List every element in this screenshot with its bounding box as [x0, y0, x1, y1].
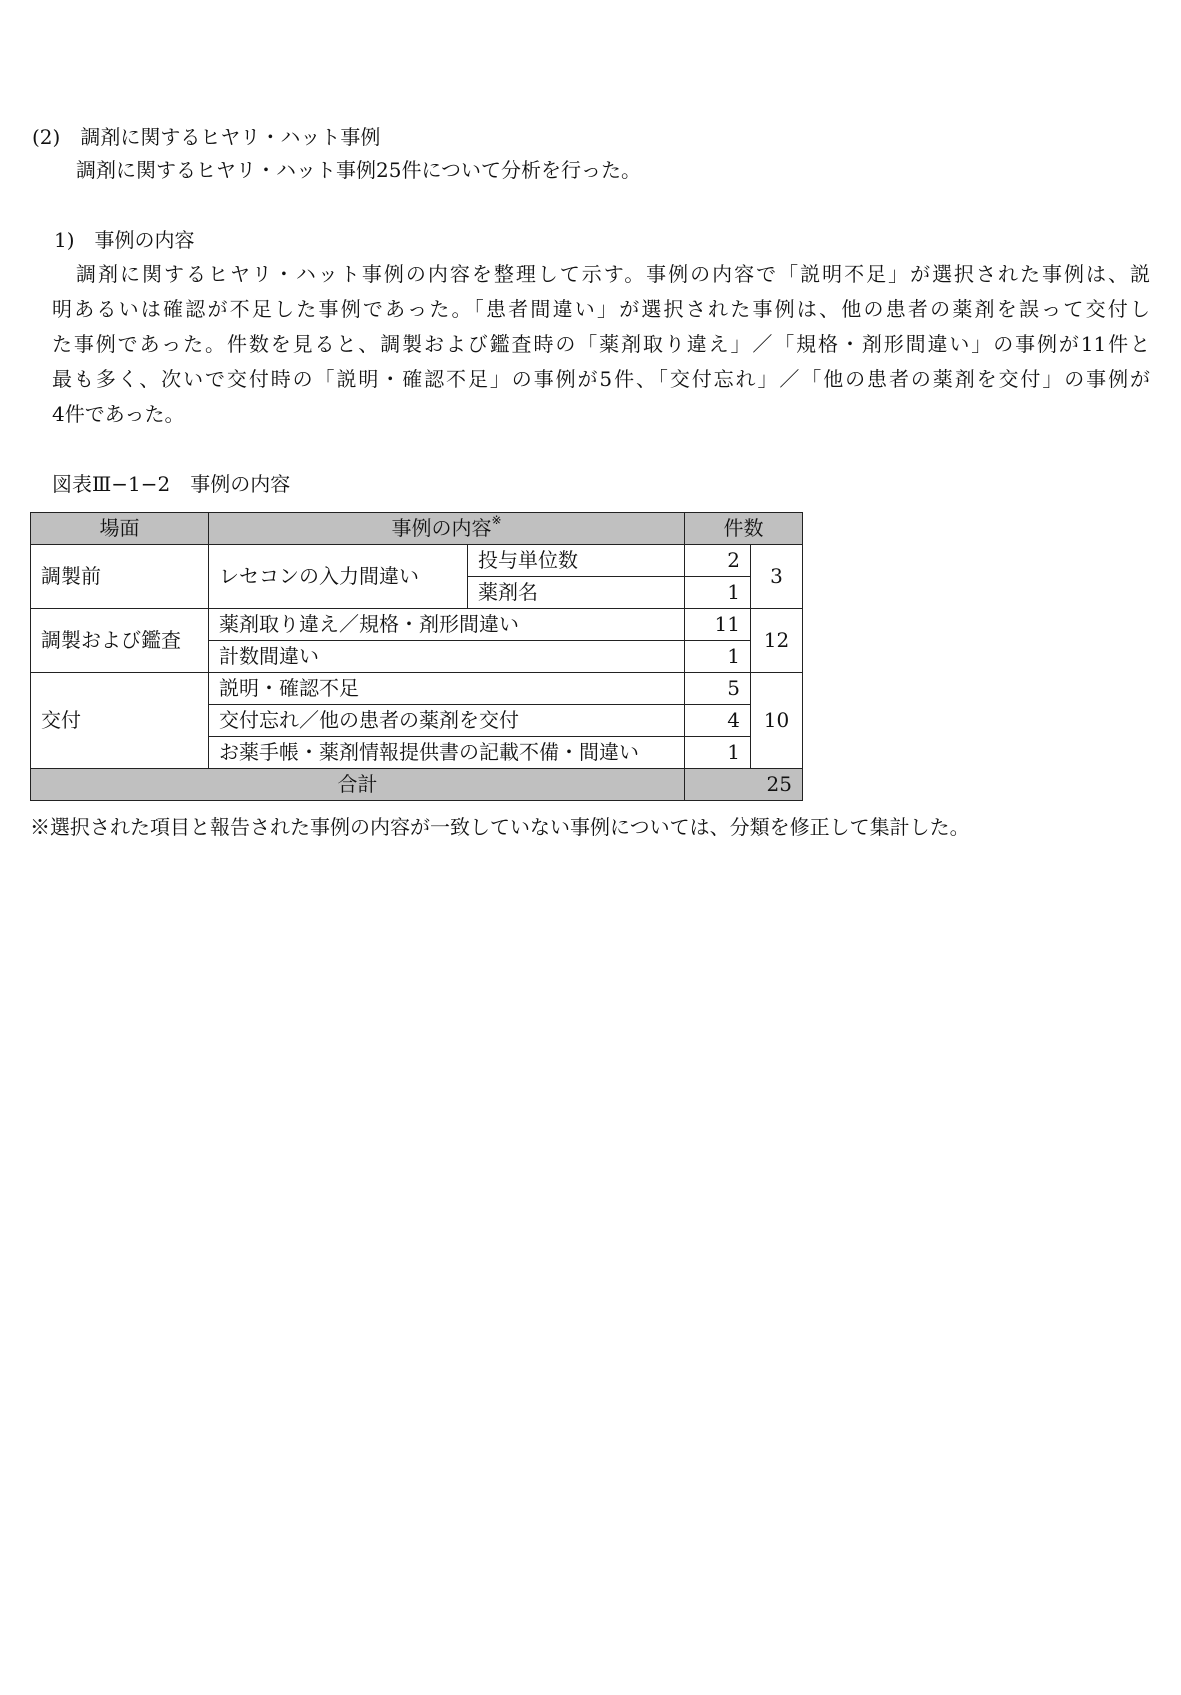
scene-cell: 調製および鑑査 [31, 609, 209, 673]
count-cell: 11 [685, 609, 751, 641]
count-cell: 4 [685, 705, 751, 737]
table-footnote: ※選択された項目と報告された事例の内容が一致していない事例については、分類を修正して集計した。 [30, 815, 970, 839]
section-intro: 調剤に関するヒヤリ・ハット事例25件について分析を行った。 [76, 158, 642, 182]
section-heading: (2) 調剤に関するヒヤリ・ハット事例 [32, 125, 381, 149]
total-label: 合計 [31, 769, 685, 801]
paragraph-line: 調剤に関するヒヤリ・ハット事例の内容を整理して示す。事例の内容で「説明不足」が選択された事例は、説 [76, 262, 1150, 286]
header-content [209, 513, 685, 545]
header-content-label: 事例の内容 [391, 516, 492, 540]
paragraph-line: 4件であった。 [52, 402, 185, 426]
total-row [31, 769, 803, 801]
subtotal-cell: 12 [751, 609, 803, 673]
header-scene: 場面 [31, 513, 209, 545]
figure-caption: 図表Ⅲ−1−2 事例の内容 [52, 472, 291, 496]
content-cell: 計数間違い [209, 641, 685, 673]
paragraph-line: 明あるいは確認が不足した事例であった。「患者間違い」が選択された事例は、他の患者の薬剤を誤って交付し [52, 297, 1150, 321]
content-cell: 薬剤名 [468, 577, 685, 609]
content-cell: 交付忘れ／他の患者の薬剤を交付 [209, 705, 685, 737]
paragraph-line: た事例であった。件数を見ると、調製および鑑査時の「薬剤取り違え」／「規格・剤形間違い」の事例が11件と [52, 332, 1150, 356]
scene-cell: 交付 [31, 673, 209, 769]
header-count: 件数 [685, 513, 803, 545]
table-row [31, 609, 803, 641]
total-value: 25 [685, 769, 803, 801]
paragraph-line: 最も多く、次いで交付時の「説明・確認不足」の事例が5件、「交付忘れ」／「他の患者の薬剤を交付」の事例が [52, 367, 1150, 391]
count-cell: 5 [685, 673, 751, 705]
footnote-mark: ※ [491, 513, 502, 527]
count-cell: 1 [685, 641, 751, 673]
content-cell: 説明・確認不足 [209, 673, 685, 705]
table-header-row [31, 513, 803, 545]
content-parent-cell: レセコンの入力間違い [209, 545, 468, 609]
case-content-table [30, 512, 803, 801]
count-cell: 1 [685, 737, 751, 769]
subtotal-cell: 10 [751, 673, 803, 769]
scene-cell: 調製前 [31, 545, 209, 609]
content-cell: 薬剤取り違え／規格・剤形間違い [209, 609, 685, 641]
table-row [31, 545, 803, 577]
paragraph [52, 257, 1150, 432]
count-cell: 1 [685, 577, 751, 609]
table-row [31, 673, 803, 705]
subsection-heading: 1) 事例の内容 [54, 228, 195, 252]
count-cell: 2 [685, 545, 751, 577]
subtotal-cell: 3 [751, 545, 803, 609]
content-cell: お薬手帳・薬剤情報提供書の記載不備・間違い [209, 737, 685, 769]
content-cell: 投与単位数 [468, 545, 685, 577]
